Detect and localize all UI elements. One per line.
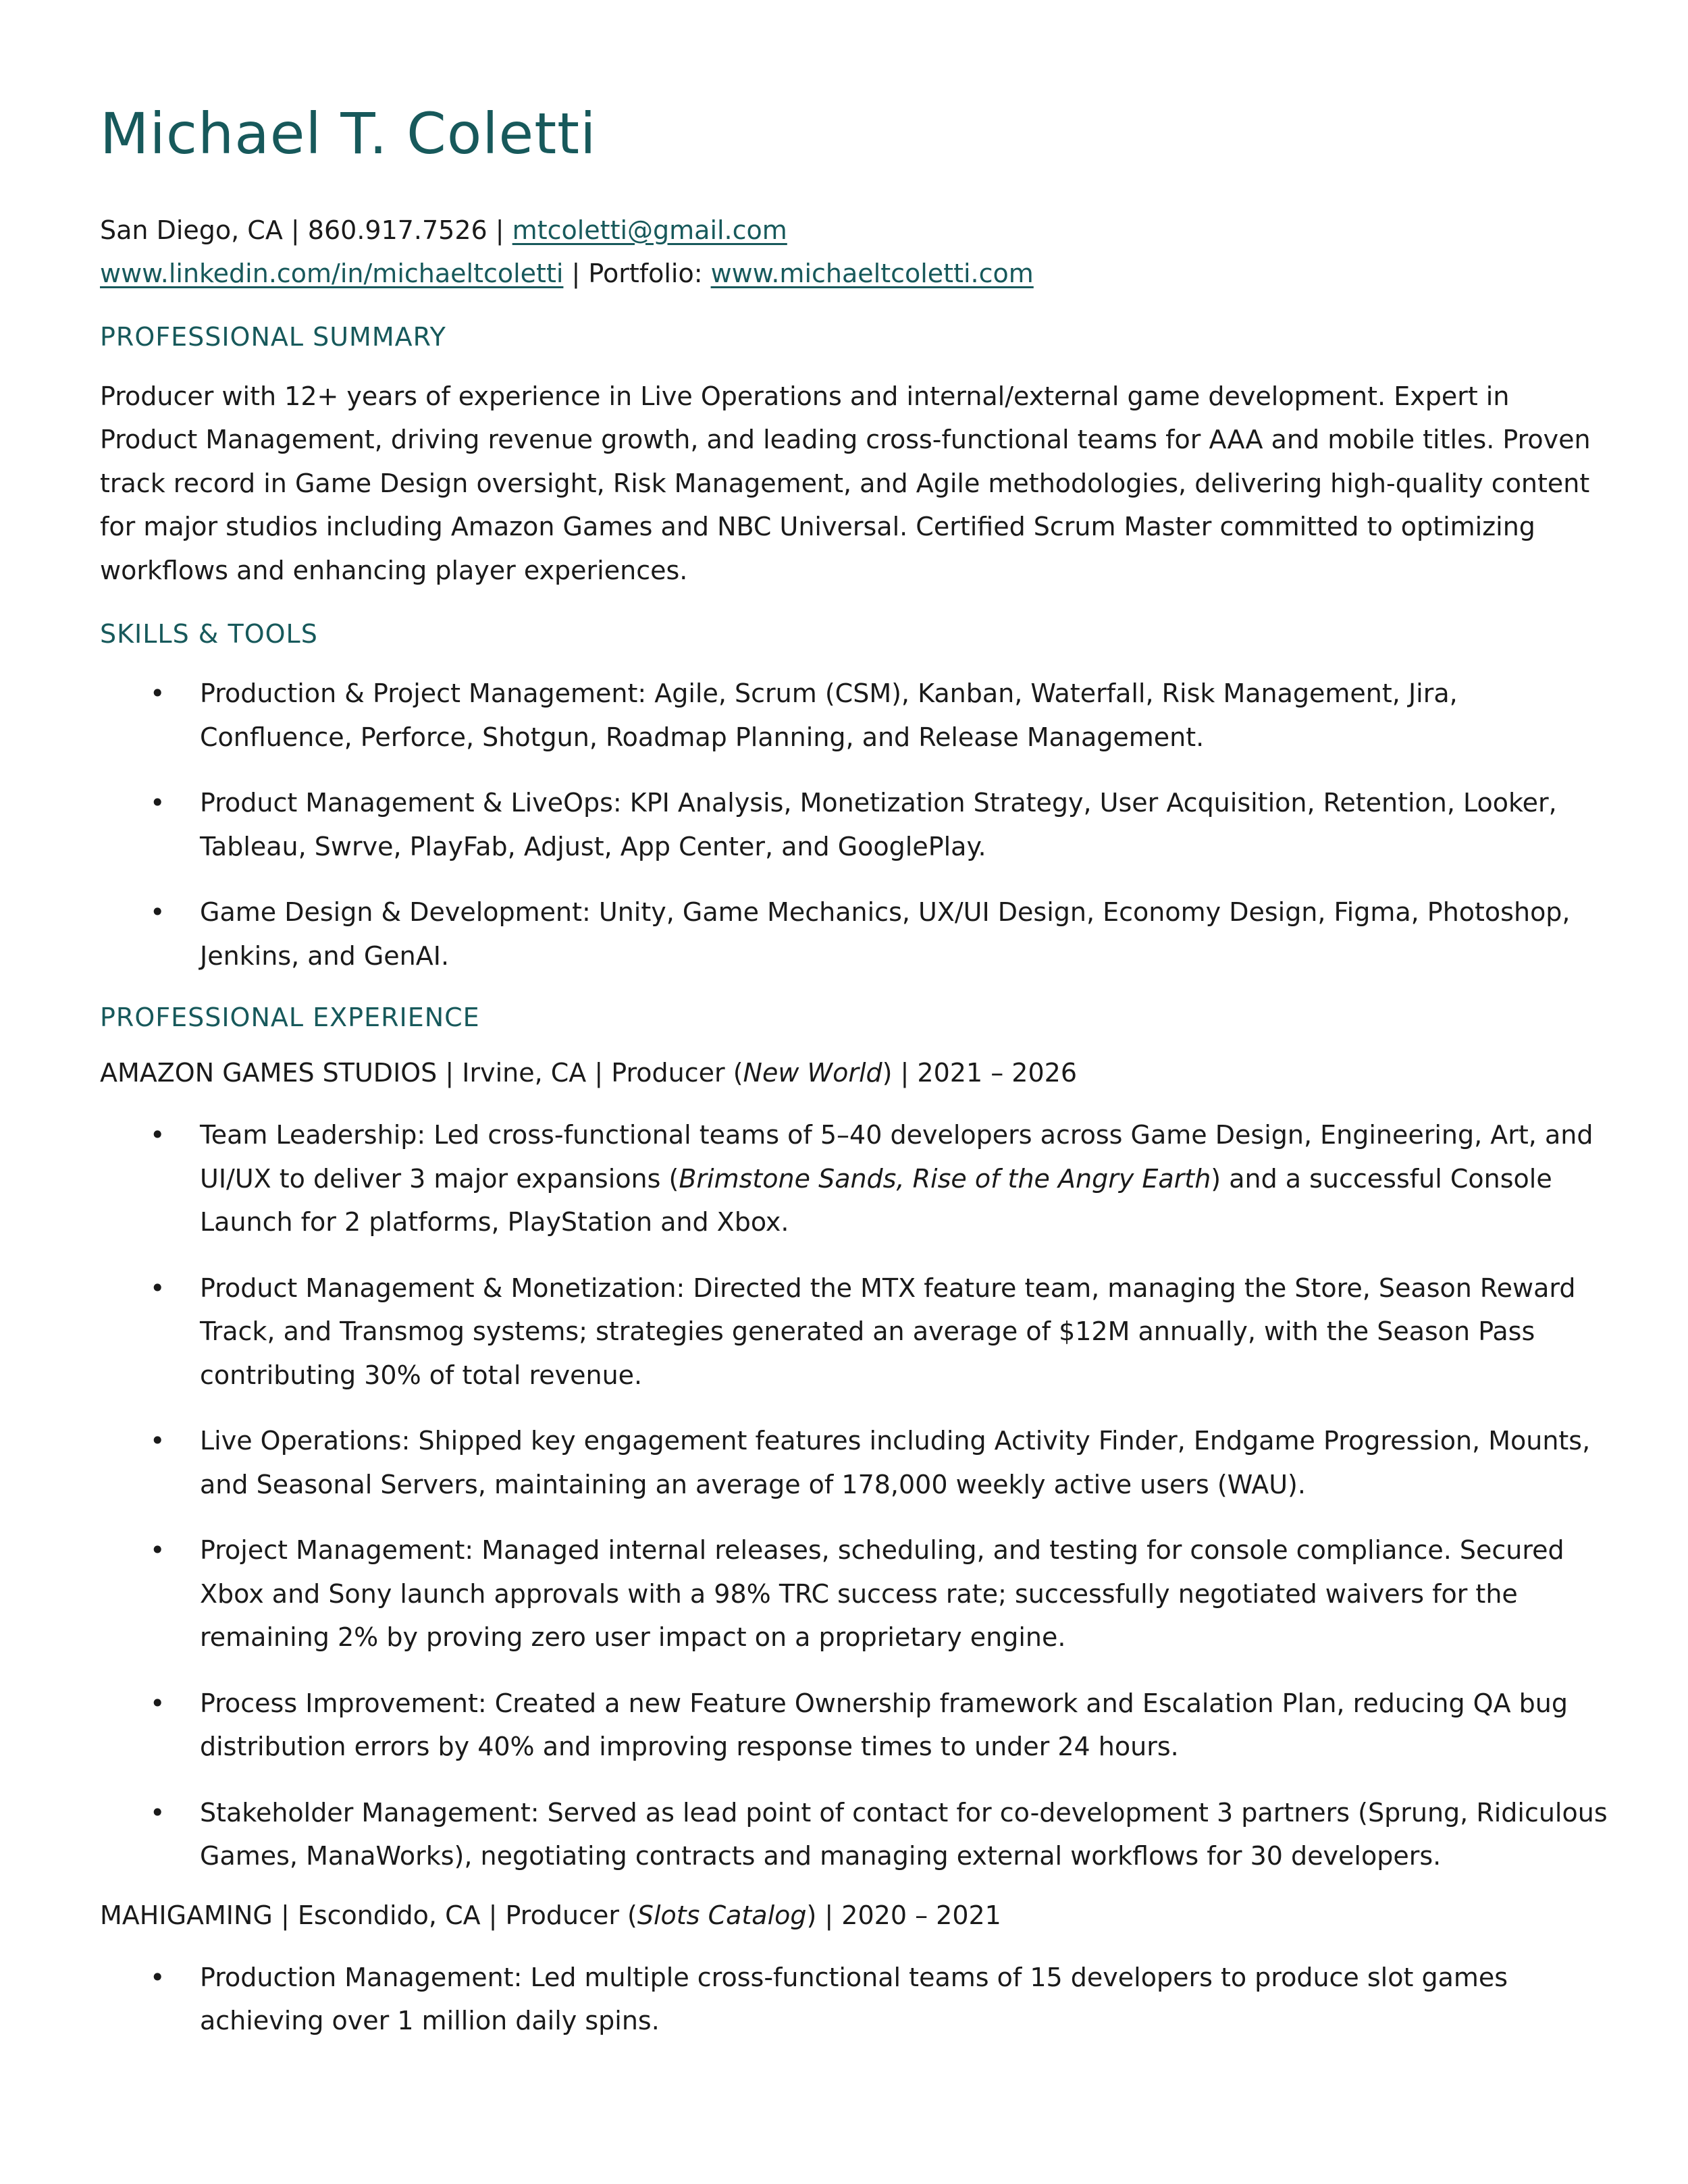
bullet-text: Live Operations: Shipped key engagement features including Activity Finder, Endgame Progression, Mounts, and Seasonal Servers, maintaining an average of 178,000 weekly active users (WAU). (200, 1426, 1591, 1499)
bullet-text: Stakeholder Management: Served as lead point of contact for co-development 3 partners (Sprung, Ridiculous Games, ManaWorks), negotiating contracts and managing external workflows for 30 developers. (200, 1797, 1608, 1871)
skills-list (100, 672, 1612, 978)
bullet-text-end: ) and a successful Console Launch for 2 platforms, PlayStation and Xbox. (200, 1163, 1552, 1237)
job-prefix: AMAZON GAMES STUDIOS | Irvine, CA | Producer ( (100, 1058, 743, 1088)
contact-line-1 (100, 209, 1612, 252)
list-item (100, 890, 1612, 978)
job-suffix: ) | 2020 – 2021 (806, 1900, 1001, 1930)
bullet-icon: • (150, 1535, 165, 1566)
bullet-icon: • (150, 897, 165, 928)
email-link[interactable]: mtcoletti@gmail.com (512, 215, 787, 245)
linkedin-link[interactable]: www.linkedin.com/in/michaeltcoletti (100, 258, 564, 288)
list-item (100, 1791, 1612, 1878)
list-item (100, 1267, 1612, 1397)
portfolio-link[interactable]: www.michaeltcoletti.com (710, 258, 1034, 288)
skill-text: Game Design & Development: Unity, Game Mechanics, UX/UI Design, Economy Design, Figma, Photoshop, Jenkins, and GenAI. (200, 897, 1571, 971)
experience-heading: PROFESSIONAL EXPERIENCE (100, 1003, 480, 1033)
list-item (100, 781, 1612, 868)
location-phone: San Diego, CA | 860.917.7526 | (100, 215, 512, 245)
resume-page (100, 101, 1612, 2065)
bullet-icon: • (150, 1688, 165, 1718)
job-project: Slots Catalog (637, 1900, 807, 1930)
job-bullets (100, 1956, 1612, 2043)
bullet-text: Production Management: Led multiple cross-functional teams of 15 developers to produce slot games achieving over 1 million daily spins. (200, 1962, 1508, 2036)
candidate-name: Michael T. Coletti (100, 101, 597, 167)
job-prefix: MAHIGAMING | Escondido, CA | Producer ( (100, 1900, 637, 1930)
bullet-icon: • (150, 678, 165, 709)
job-bullets (100, 1113, 1612, 1878)
skill-text: Product Management & LiveOps: KPI Analysis, Monetization Strategy, User Acquisition, Retention, Looker, Tableau, Swrve, PlayFab, Adjust, App Center, and GooglePlay. (200, 788, 1557, 861)
bullet-text: Product Management & Monetization: Directed the MTX feature team, managing the Store, Season Reward Track, and Transmog systems; strategies generated an average of $12M annually, with the Season Pass contributing 30% of total revenue. (200, 1273, 1576, 1390)
skill-text: Production & Project Management: Agile, Scrum (CSM), Kanban, Waterfall, Risk Management, Jira, Confluence, Perforce, Shotgun, Roadmap Planning, and Release Management. (200, 678, 1458, 752)
bullet-icon: • (150, 1120, 165, 1150)
bullet-text: Process Improvement: Created a new Feature Ownership framework and Escalation Plan, reducing QA bug distribution errors by 40% and improving response times to under 24 hours. (200, 1688, 1568, 1762)
job-title-line (100, 1898, 1612, 1933)
bullet-italic: Brimstone Sands, Rise of the Angry Earth (679, 1163, 1211, 1194)
list-item (100, 1956, 1612, 2043)
portfolio-label: | Portfolio: (563, 258, 711, 288)
list-item (100, 1113, 1612, 1244)
list-item (100, 1528, 1612, 1659)
bullet-icon: • (150, 1426, 165, 1456)
bullet-icon: • (150, 1273, 165, 1303)
list-item (100, 1419, 1612, 1506)
list-item (100, 672, 1612, 759)
contact-line-2 (100, 252, 1612, 295)
job-suffix: ) | 2021 – 2026 (882, 1058, 1077, 1088)
bullet-icon: • (150, 1962, 165, 1992)
bullet-icon: • (150, 1797, 165, 1828)
skills-heading: SKILLS & TOOLS (100, 619, 318, 649)
bullet-icon: • (150, 788, 165, 818)
job-title-line (100, 1055, 1612, 1090)
summary-text: Producer with 12+ years of experience in Live Operations and internal/external game development. Expert in Product Management, driving revenue growth, and leading cross-functional teams for AAA and mobile titles. Proven track record in Game Design oversight, Risk Management, and Agile methodologies, delivering high-quality content for major studios including Amazon Games and NBC Universal. Certified Scrum Master committed to optimizing workflows and enhancing player experiences. (100, 381, 1591, 585)
job-project: New World (743, 1058, 882, 1088)
list-item (100, 1682, 1612, 1769)
summary-heading: PROFESSIONAL SUMMARY (100, 321, 446, 352)
bullet-text: Team Leadership: Led cross-functional teams of 5–40 developers across Game Design, Engineering, Art, and UI/UX to deliver 3 major expansions ( (200, 1120, 1593, 1194)
bullet-text: Project Management: Managed internal releases, scheduling, and testing for console compliance. Secured Xbox and Sony launch approvals with a 98% TRC success rate; successfully negotiated waivers for the remaining 2% by proving zero user impact on a proprietary engine. (200, 1535, 1564, 1653)
